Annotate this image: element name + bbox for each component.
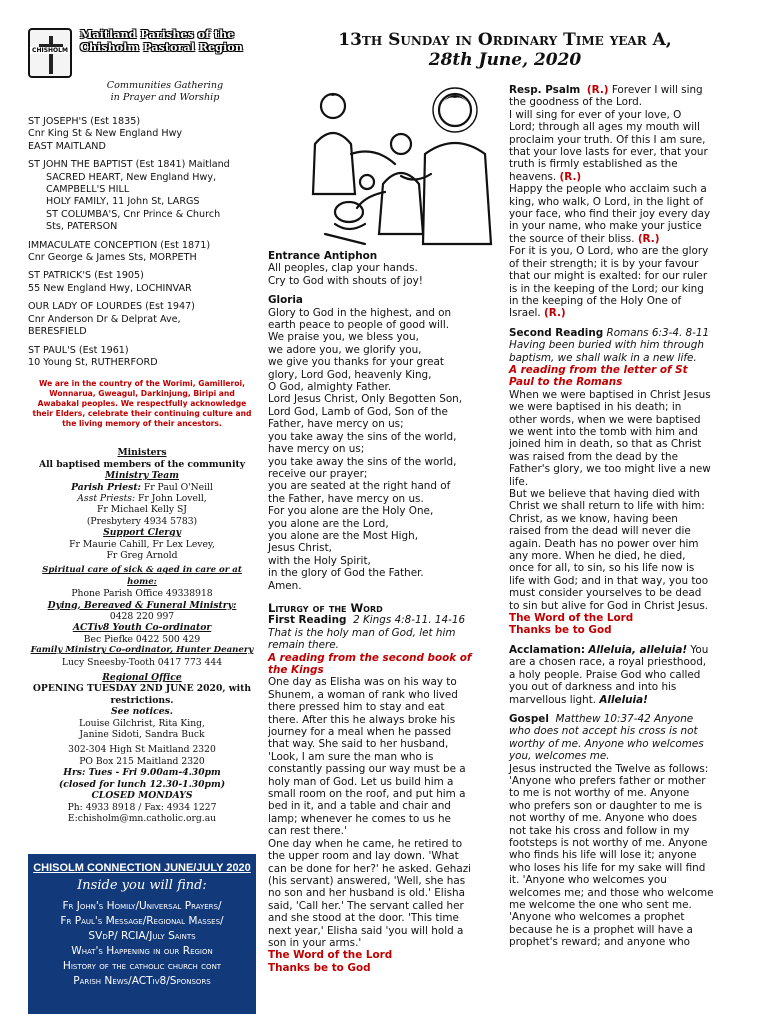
text-line: the goodness of the Lord. [509,96,642,109]
text-line: raised from the dead will never die [509,525,691,538]
text-line: (R.) [637,232,660,245]
text-line: 13th Sunday in Ordinary Time year A, [338,30,672,50]
text-line: prophet's reward; and anyone who [509,936,691,949]
text-line: Janine Sidoti, Sandra Buck [79,729,205,741]
text-line: Fr Paul's Message/Regional Masses/ [60,915,224,927]
text-line: we went into the tomb with him and [509,425,698,438]
text-line: Dying, Bereaved & Funeral Ministry: [47,599,237,611]
connection-subtitle: Inside you will find: [77,878,207,893]
text-line: you, welcomes me. [509,750,610,763]
text-line: SACRED HEART, New England Hwy, [46,171,217,183]
cross-icon [49,36,53,74]
ministers-heading: Ministers [117,447,167,459]
text-line: For you alone are the Holy One, [268,505,434,518]
gospel-illustration [305,84,501,250]
text-line: in the keeping of the Holy One of [509,294,682,307]
text-line: Phone Parish Office 49338918 [71,588,213,600]
text-line: Cnr Anderson Dr & Delprat Ave, [28,313,181,325]
text-line: Support Clergy [103,527,181,539]
gloria [268,294,496,592]
text-line: it. 'Anyone who welcomes you [509,874,667,887]
text-line: That is the holy man of God, let him [268,626,456,639]
text-line: must consider yourselves to be dead [509,587,702,600]
text-line: First Reading [268,614,347,627]
text-line: Cry to God with shouts of joy! [268,274,423,287]
text-line: me welcome the one who sent me. [509,899,692,911]
text-line: that our might is exalted: for our ruler [509,270,708,283]
text-line: Jesus Christ, [268,542,332,555]
text-line: Shunem, a woman of rank who lived [268,688,458,701]
text-line: All baptised members of the community [38,458,246,470]
text-line: other words, when we were baptised [509,413,701,426]
text-line: baptism, we shall walk in a new life. [509,351,697,364]
text-line: We praise you, we bless you, [268,331,419,344]
parish-entry [28,240,256,265]
first-reading [268,614,496,974]
text-line: your face, who find their joy every day [509,208,711,221]
text-line: life with God; and in that way, you too [509,574,709,587]
text-line: glory, Lord God, heavenly King, [268,368,432,381]
text-line: Jesus instructed the Twelve as follows: [509,762,709,775]
text-line: BERESFIELD [28,326,87,338]
text-line: (closed for lunch 12.30-1.30pm) [58,778,226,790]
text-line: HOLY FAMILY, 11 John St, LARGS [46,196,200,208]
text-line: of their strength; it is by your favour [509,257,699,270]
text-line: is in the keeping of the Lord; our king [509,282,704,295]
text-line: Hrs: Tues - Fri 9.00am-4.30pm [63,767,221,779]
text-line: remain there. [268,639,339,652]
text-line: When we were baptised in Christ Jesus [509,388,711,401]
text-line: once for all, to sin, so his life now is [509,562,695,575]
text-line: PO Box 215 Maitland 2320 [79,755,205,767]
text-line: Fr Greg Arnold [106,549,178,561]
text-line: The Word of the Lord [268,949,393,962]
text-line: again. Death has no power over him [509,537,699,550]
text-line: Happy the people who acclaim such a [509,183,707,196]
right-column [509,84,744,949]
text-line: not take his cross and follow in my [509,824,690,837]
text-line: Fr Paul O'Neill [143,481,213,493]
text-line: in Prayer and Worship [110,92,220,103]
text-line: One day when he came, he retired to [268,837,463,850]
connection-title: CHISOLM CONNECTION JUNE/JULY 2020 [33,862,251,874]
text-line: who prefers son or daughter to me is [509,799,703,812]
text-line: can be done for her?' he asked. Gehazi [268,862,472,875]
text-line: bed in it, and a table and chair and [268,800,451,813]
text-line: constantly passing our way must be a [268,763,466,776]
text-line: there. After this he always broke his [268,713,456,726]
text-line: Christ, as we know, having been [509,512,678,525]
text-line: Cnr George & James Sts, MORPETH [28,252,197,264]
text-line: Paul to the Romans [509,376,623,389]
text-line: the Kings [268,664,324,676]
gospel [509,713,744,949]
text-line: the source of their bliss. [509,232,635,245]
text-line: Forever I will sing [611,84,703,96]
ministers-section [28,447,256,824]
text-line: you take away the sins of the world, [268,455,457,468]
text-line: I will sing for ever of your love, O [509,108,682,121]
text-line: What's Happening in our Region [71,945,213,957]
text-line: Bec Piefke 0422 500 429 [83,633,201,645]
parish-entry [28,301,256,338]
text-line: Gloria [268,294,303,307]
text-line: Sts, PATERSON [46,221,118,233]
text-line: worthy of me. Anyone who welcomes [509,737,704,750]
text-line: ST PAUL'S (Est 1961) [28,344,129,356]
text-line: Asst Priests: [77,492,136,504]
text-line: ST COLUMBA'S, Cnr Prince & Church [46,208,221,220]
text-line: that your love lasts for ever, that your [509,146,708,159]
masthead [28,28,256,78]
text-line: But we believe that having died with [509,488,700,500]
text-line: EAST MAITLAND [28,140,106,152]
text-line: was raised from the dead by the [509,450,679,463]
text-line: you alone are the Most High, [268,529,419,542]
text-line: Fr John Lovell, [138,492,207,504]
liturgy-heading: Liturgy of the Word [268,600,383,615]
text-line: Resp. Psalm [509,84,581,96]
second-reading [509,327,744,637]
text-line: A reading from the letter of St [509,363,688,376]
middle-column [268,250,496,974]
text-line: Cnr King St & New England Hwy [28,128,183,140]
text-line: Regional Office [102,672,182,684]
text-line: in the glory of God the Father. [268,567,424,580]
text-line: Parish Priest: [71,481,141,493]
text-line: to sin but alive for God in Christ Jesus. [509,599,709,612]
text-line: truth is firmly established as the [509,158,678,171]
text-line: Christ we shall return to life with him: [509,500,705,513]
text-line: lamp; whenever he comes to us he [268,812,451,825]
text-line: Thanks be to God [268,961,371,974]
text-line: because he is a prophet will have a [509,923,693,936]
text-line: 302-304 High St Maitland 2320 [68,744,216,756]
text-line: Alleluia! [599,693,648,706]
text-line: Having been buried with him through [509,339,704,352]
text-line: All peoples, clap your hands. [268,262,418,275]
text-line: The Word of the Lord [509,612,634,625]
text-line: 'Look, I am sure the man who is [268,750,434,763]
text-line: Lucy Sneesby-Tooth 0417 773 444 [61,656,223,668]
chisholm-connection-box [28,854,256,1014]
text-line: have mercy on us; [268,443,365,456]
text-line: 55 New England Hwy, LOCHINVAR [28,282,192,294]
text-line: ACTiv8 Youth Co-ordinator [72,622,212,634]
text-line: small room on the roof, and put him a [268,788,466,801]
text-line: Lord Jesus Christ, Only Begotten Son, [268,393,463,406]
text-line: Fr Michael Kelly SJ [97,504,187,516]
text-line: Fr John's Homily/Universal Prayers/ [62,900,222,912]
country-acknowledgement: We are in the country of the Worimi, Gamilleroi, Wonnarua, Gweagul, Darkinjung, Biripi and Awabakal peoples. We respectfully acknowledge their Elders, celebrate their continuing culture and the living memory of their ancestors. [32,379,252,429]
text-line: you out of darkness and into his [509,681,677,694]
text-line: Maitland Parishes of the [80,27,235,41]
page-title [265,30,745,70]
text-line: no son and her husband is old.' Elisha [268,887,465,900]
text-line: 0428 220 997 [109,611,175,622]
text-line: you are seated at the right hand of [268,480,451,493]
logo-label: CHISHOLM [30,47,70,54]
text-line: proclaim your truth. Of this I am sure, [509,133,706,146]
text-line: 10 Young St, RUTHERFORD [28,356,158,368]
text-line: are a chosen race, a royal priesthood, [509,656,707,669]
text-line: ST JOSEPH'S (Est 1835) [28,116,141,127]
acclamation [509,644,744,706]
text-line: Lord God, Lamb of God, Son of the [268,405,448,418]
parish-list [28,116,256,369]
text-line: Communities Gathering [106,80,224,91]
text-line: welcomes me; and those who welcome [509,886,714,899]
text-line: to me is not worthy of me. Anyone [509,787,690,800]
text-line: 2 Kings 4:8-11. 14-16 [353,614,466,627]
text-line: the Father, have mercy on us. [268,492,424,505]
text-line: Romans 6:3-4. 8-11 [606,326,710,339]
text-line: O God, almighty Father. [268,381,392,394]
text-line: that way. She said to her husband, [268,738,449,751]
responsorial-psalm [509,84,744,320]
text-line: Louise Gilchrist, Rita King, [79,717,205,729]
text-line: IMMACULATE CONCEPTION (Est 1871) [28,239,211,251]
text-line: joined him in death, so that as Christ [509,438,702,451]
text-line: holy man of God. Let us build him a [268,775,454,788]
text-line: SVdP/ RCIA/July Saints [88,930,196,942]
text-line: Family Ministry Co-ordinator, Hunter Deanery [30,645,254,656]
text-line: we give you thanks for your great [268,356,444,369]
text-line: in your name, who make your justice [509,220,702,233]
text-line: Parish News/ACTiv8/Sponsors [73,975,211,987]
text-line: Anyone [654,712,694,725]
parish-entry [28,159,256,233]
text-line: a holy people. Praise God who called [509,668,701,681]
text-line: Thanks be to God [509,624,612,637]
text-line: who loses his life for my sake will find [509,861,706,874]
text-line: Father, have mercy on us; [268,418,404,431]
parish-entry [28,345,256,370]
text-line: said, 'Call her.' The servant called her [268,899,464,912]
text-line: Ministry Team [105,470,179,482]
text-line: journey for a meal when he passed [268,726,452,739]
text-line: Gospel [509,712,549,725]
text-line: Glory to God in the highest, and on [268,306,452,319]
text-line: with the Holy Spirit, [268,554,371,567]
text-line: Israel. [509,307,541,320]
text-line: you take away the sins of the world, [268,430,457,443]
text-line: Alleluia, alleluia! [588,643,688,656]
text-line: Father's glory, we too might live a new [509,463,711,476]
text-line: CLOSED MONDAYS [91,790,193,802]
text-line: ST JOHN THE BAPTIST (Est 1841) Maitland [28,159,230,171]
text-line: One day as Elisha was on his way to [268,676,457,689]
text-line: you alone are the Lord, [268,517,389,530]
text-line: See notices. [111,706,173,718]
text-line: (R.) [544,307,566,320]
text-line: E:chisholm@mn.catholic.org.au [67,812,217,824]
entrance-antiphon [268,250,496,287]
text-line: any more. When he died, he died, [509,550,686,563]
text-line: heavens. [509,170,557,183]
text-line: marvellous light. [509,693,597,706]
left-column [28,28,256,824]
text-line: Entrance Antiphon [268,250,378,262]
text-line: A reading from the second book of [268,651,472,664]
text-line: CAMPBELL'S HILL [46,184,130,196]
text-line: and she stood at the door. 'This time [268,912,459,925]
text-line: Chisholm Pastoral Region [80,40,243,54]
text-line: not worthy of me. Anyone who does [509,812,697,825]
text-line: Amen. [268,579,302,592]
parish-entry [28,116,256,153]
text-line: Ph: 4933 8918 / Fax: 4934 1227 [67,801,217,813]
text-line: who does not accept his cross is not [509,725,698,738]
text-line: History of the catholic church cont [62,960,222,972]
text-line: son in your arms.' [268,936,362,949]
text-line: Acclamation: [509,643,585,656]
text-line: life. [509,475,529,488]
text-line: footsteps is not worthy of me. Anyone [509,836,708,849]
parish-entry [28,270,256,295]
text-line: 28th June, 2020 [428,50,582,70]
chisholm-logo [28,28,72,78]
text-line: Spiritual care of sick & aged in care or at home: [42,565,242,587]
text-line: Fr Maurie Cahill, Fr Lex Levey, [69,538,215,550]
text-line: next year,' Elisha said 'you will hold a [268,924,464,937]
text-line: Lord; through all ages my mouth will [509,121,700,134]
text-line: who finds his life will lose it; anyone [509,849,697,862]
text-line: there pressed him to stay and eat [268,701,445,714]
text-line: we adore you, we glorify you, [268,343,422,356]
organisation-name [80,28,243,54]
text-line: can rest there.' [268,825,347,838]
text-line: (Presbytery 4934 5783) [86,515,198,527]
tagline [74,80,256,104]
text-line: You [690,643,709,656]
text-line: (R.) [586,84,609,96]
text-line: earth peace to people of good will. [268,319,450,332]
text-line: receive our prayer; [268,467,368,480]
text-line: OPENING TUESDAY 2ND JUNE 2020, with restrictions. [32,683,252,706]
text-line: 'Anyone who prefers father or mother [509,774,706,787]
text-line: ST PATRICK'S (Est 1905) [28,270,144,282]
text-line: For it is you, O Lord, who are the glory [509,245,709,258]
text-line: king, who walk, O Lord, in the light of [509,195,704,208]
text-line: the upper room and lay down. 'What [268,850,459,863]
text-line: (his servant) answered, 'Well, she has [268,874,466,887]
text-line: OUR LADY OF LOURDES (Est 1947) [28,301,195,313]
text-line: Matthew 10:37-42 [555,712,651,725]
text-line: we were baptised in his death; in [509,401,682,414]
text-line: Second Reading [509,326,604,339]
text-line: (R.) [559,170,582,183]
text-line: 'Anyone who welcomes a prophet [509,911,685,924]
